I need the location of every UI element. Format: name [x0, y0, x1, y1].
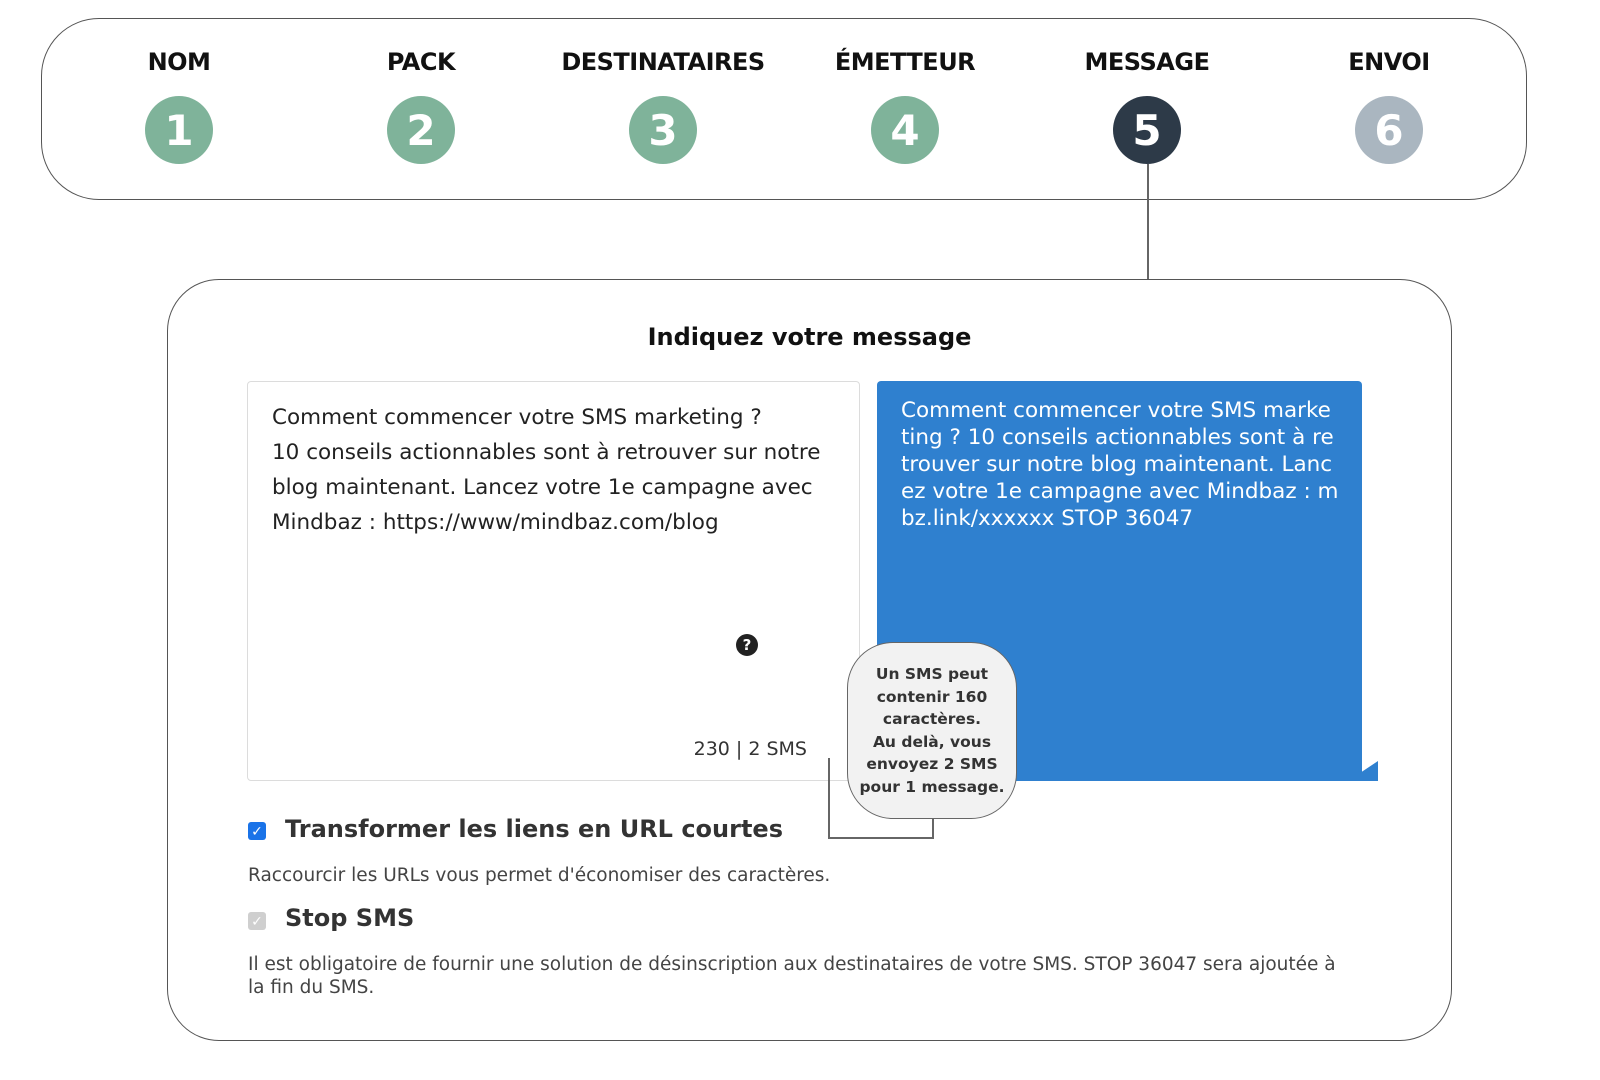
short-urls-checkbox[interactable]: ✓	[248, 822, 266, 840]
connector-line	[1147, 164, 1149, 280]
message-card	[167, 279, 1452, 1041]
message-text: Comment commencer votre SMS marketing ? 10 conseils actionnables sont à retrouver sur notre blog maintenant. Lancez votre 1e campagne avec Mindbaz : https://www/mindbaz.com/blog	[272, 405, 821, 535]
step-label: ÉMETTEUR	[834, 48, 976, 76]
step-label: NOM	[147, 48, 211, 76]
character-counter: 230 | 2 SMS	[693, 738, 807, 760]
step-label: PACK	[386, 48, 456, 76]
step-number-circle: 5	[1113, 96, 1181, 164]
sms-preview-tail	[1348, 761, 1378, 781]
short-urls-label[interactable]: Transformer les liens en URL courtes	[285, 815, 783, 843]
card-title: Indiquez votre message	[647, 323, 972, 351]
step-number-circle: 4	[871, 96, 939, 164]
stop-sms-checkbox[interactable]: ✓	[248, 912, 266, 930]
step-number-circle: 6	[1355, 96, 1423, 164]
message-textarea[interactable]	[247, 381, 860, 781]
step-number-circle: 2	[387, 96, 455, 164]
step-number-circle: 3	[629, 96, 697, 164]
step-label: DESTINATAIRES	[561, 48, 765, 76]
tooltip-connector	[828, 837, 934, 839]
step-label: MESSAGE	[1084, 48, 1210, 76]
tooltip-connector	[932, 818, 934, 838]
tooltip-connector	[828, 758, 830, 838]
short-urls-description: Raccourcir les URLs vous permet d'économiser des caractères.	[248, 865, 831, 886]
stop-sms-description: Il est obligatoire de fournir une solution de désinscription aux destinataires de votre SMS. STOP 36047 sera ajoutée à la fin du SMS.	[248, 954, 1336, 998]
step-label: ENVOI	[1348, 48, 1430, 76]
sms-length-tooltip: Un SMS peut contenir 160 caractères. Au delà, vous envoyez 2 SMS pour 1 message.	[847, 642, 1017, 819]
sms-preview-text: Comment commencer votre SMS marke ting ? 10 conseils actionnables sont à re trouver sur notre blog maintenant. Lanc ez votre 1e campagne avec Mindbaz : m bz.link/xxxxxx STOP 36047	[901, 398, 1339, 531]
step-number-circle: 1	[145, 96, 213, 164]
stop-sms-label: Stop SMS	[285, 904, 415, 932]
stepper	[41, 18, 1527, 200]
help-icon[interactable]: ?	[736, 634, 758, 656]
